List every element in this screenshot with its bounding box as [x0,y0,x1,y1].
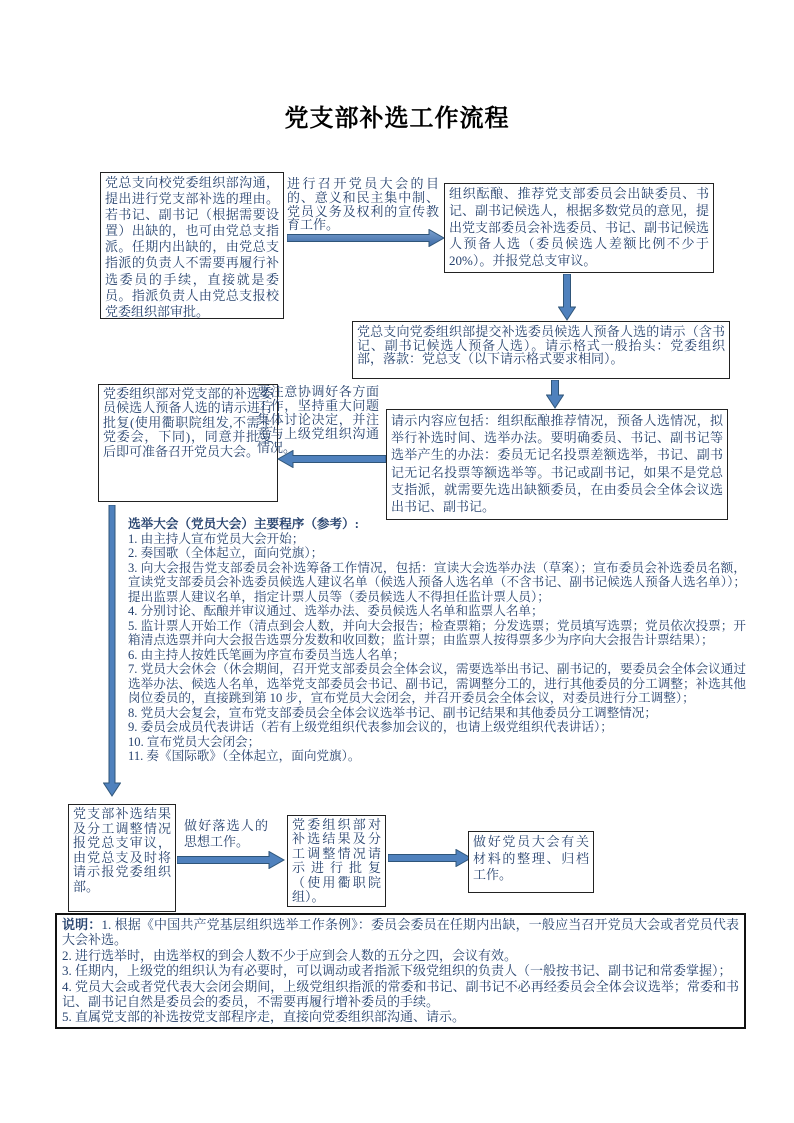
notes-line [62,917,739,948]
arrow-right-icon [388,849,472,867]
procedure-item: 8. 党员大会复会，宣布党支部委员会全体会议选举书记、副书记结果和其他委员分工调整情况； [128,705,657,720]
note-coordination: 要注意协调好各方面工作，坚持重大问题集体讨论决定，并注意与上级党组织沟通情况。 [257,385,379,455]
notes-item: 3. 任期内，上级党的组织认为有必要时，可以调动或者指派下级党组织的负责人（一般按书记、副书记和常委掌握）； [62,963,732,979]
notes-section [55,913,746,1029]
notes-item: 5. 直属党支部的补选按党支部程序走，直接向党委组织部沟通、请示。 [62,1009,466,1025]
step-nominate-candidates: 组织酝酿、推荐党支部委员会出缺委员、书记、副书记候选人，根据多数党员的意见，提出党支部委员会补选委员、书记、副书记候选人预备人选（委员候选人差额比例不少于 20%）。并报党总支审议。 [444,183,714,273]
notes-label: 说明： [62,917,102,932]
page-title: 党支部补选工作流程 [284,106,510,132]
notes-item: 2. 进行选举时，由选举权的到会人数不少于应到会人数的五分之四，会议有效。 [62,947,518,963]
notes-item: 4. 党员大会或者党代表大会闭会期间，上级党组织指派的常委和书记、副书记不必再经委员会全体会议选举；常委和书记、副书记自然是委员会的委员，不需要再履行增补委员的手续。 [62,978,739,1010]
procedure-item: 3. 向大会报告党支部委员会补选筹备工作情况，包括：宣读大会选举办法（草案）；宣布委员会补选委员名额，宣读党支部委员会补选委员候选人建议名单（候选人预备人选名单（不含书记、副书记候选人预备人选名单））；提出监票人建议名单，指定计票人员等（委员候选人不得担任监计票人员）； [128,560,746,604]
step-request-contents: 请示内容应包括：组织酝酿推荐情况，预备人选情况，拟举行补选时间、选举办法。要明确委员、书记、副书记等选举产生的办法：委员无记名投票差额选举，书记、副书记无记名投票等额选举等。书记或副书记，如果不是党总支指派，就需要先选出缺额委员，在由委员会全体会议选出书记、副书记。 [386,409,728,520]
arrow-right-icon [177,851,285,869]
note-comfort-losers: 做好落选人的思想工作。 [184,818,268,849]
notes-item: 1. 根据《中国共产党基层组织选举工作条例》：委员会委员在任期内出缺，一般应当召开党员大会或者党员代表大会补选。 [62,917,739,948]
arrow-down-long-icon [103,505,121,797]
procedure-item: 2. 奏国歌（全体起立，面向党旗）； [128,546,324,560]
step-result-approval: 党委组织部对补选结果及分工调整情况请示进行批复（使用衢职院组）。 [287,815,386,907]
procedure-item: 11. 奏《国际歌》（全体起立，面向党旗）。 [128,749,361,763]
step-report-results: 党支部补选结果及分工调整情况报党总支审议，由党总支及时将请示报党委组织部。 [68,804,176,912]
procedure-item: 1. 由主持人宣布党员大会开始； [128,531,305,546]
procedure-header: 选举大会（党员大会）主要程序（参考）: [128,517,359,531]
step-archive-materials: 做好党员大会有关材料的整理、归档工作。 [468,831,594,893]
step-approval-reply: 党委组织部对党支部的补选委员候选人预备人选的请示进行批复(使用衢职院组发,不需上党委会，下同)，同意并批复后即可准备召开党员大会。 [98,384,278,502]
procedure-item: 5. 监计票人开始工作（清点到会人数，并向大会报告；检查票箱；分发选票；党员填写选票；党员依次投票；开箱清点选票并向大会报告选票分发数和收回数；监计票；由监票人按得票多少为序向大会报告计票结果）； [128,618,746,647]
note-propaganda-work: 进行召开党员大会的目的、意义和民主集中制、党员义务及权利的宣传教育工作。 [287,177,439,233]
procedure-item: 9. 委员会成员代表讲话（若有上级党组织代表参加会议的，也请上级党组织代表讲话）； [128,720,613,734]
arrow-left-icon [277,450,386,468]
procedure-section [128,517,746,764]
procedure-item: 6. 由主持人按姓氏笔画为序宣布委员当选人名单； [128,647,406,662]
arrow-down-icon [546,380,564,409]
procedure-item: 10. 宣布党员大会闭会； [128,734,261,749]
arrow-right-icon [287,229,445,247]
procedure-item: 7. 党员大会休会（休会期间，召开党支部委员会全体会议，需要选举出书记、副书记的，要委员会全体会议通过选举办法、候选人名单，选举党支部委员会书记、副书记，需调整分工的，进行其他委员的分工调整；补选其他岗位委员的，直接跳到第 10 步，宣布党员大会闭会，并召开委员会全体会议，对委员进行分工调整）； [128,662,746,705]
step-propose-byelection: 党总支向校党委组织部沟通，提出进行党支部补选的理由。若书记、副书记（根据需要设置）出缺的，也可由党总支指派。任期内出缺的，由党总支指派的负责人不需要再履行补选委员的手续，直接就是委员。指派负责人由党总支报校党委组织部审批。 [100,172,284,319]
procedure-item: 4. 分别讨论、酝酿并审议通过、选举办法、委员候选人名单和监票人名单； [128,604,544,618]
step-submit-request: 党总支向党委组织部提交补选委员候选人预备人选的请示（含书记、副书记候选人预备人选）。请示格式一般抬头：党委组织部，落款：党总支（以下请示格式要求相同）。 [352,321,730,379]
arrow-down-icon [558,274,576,321]
